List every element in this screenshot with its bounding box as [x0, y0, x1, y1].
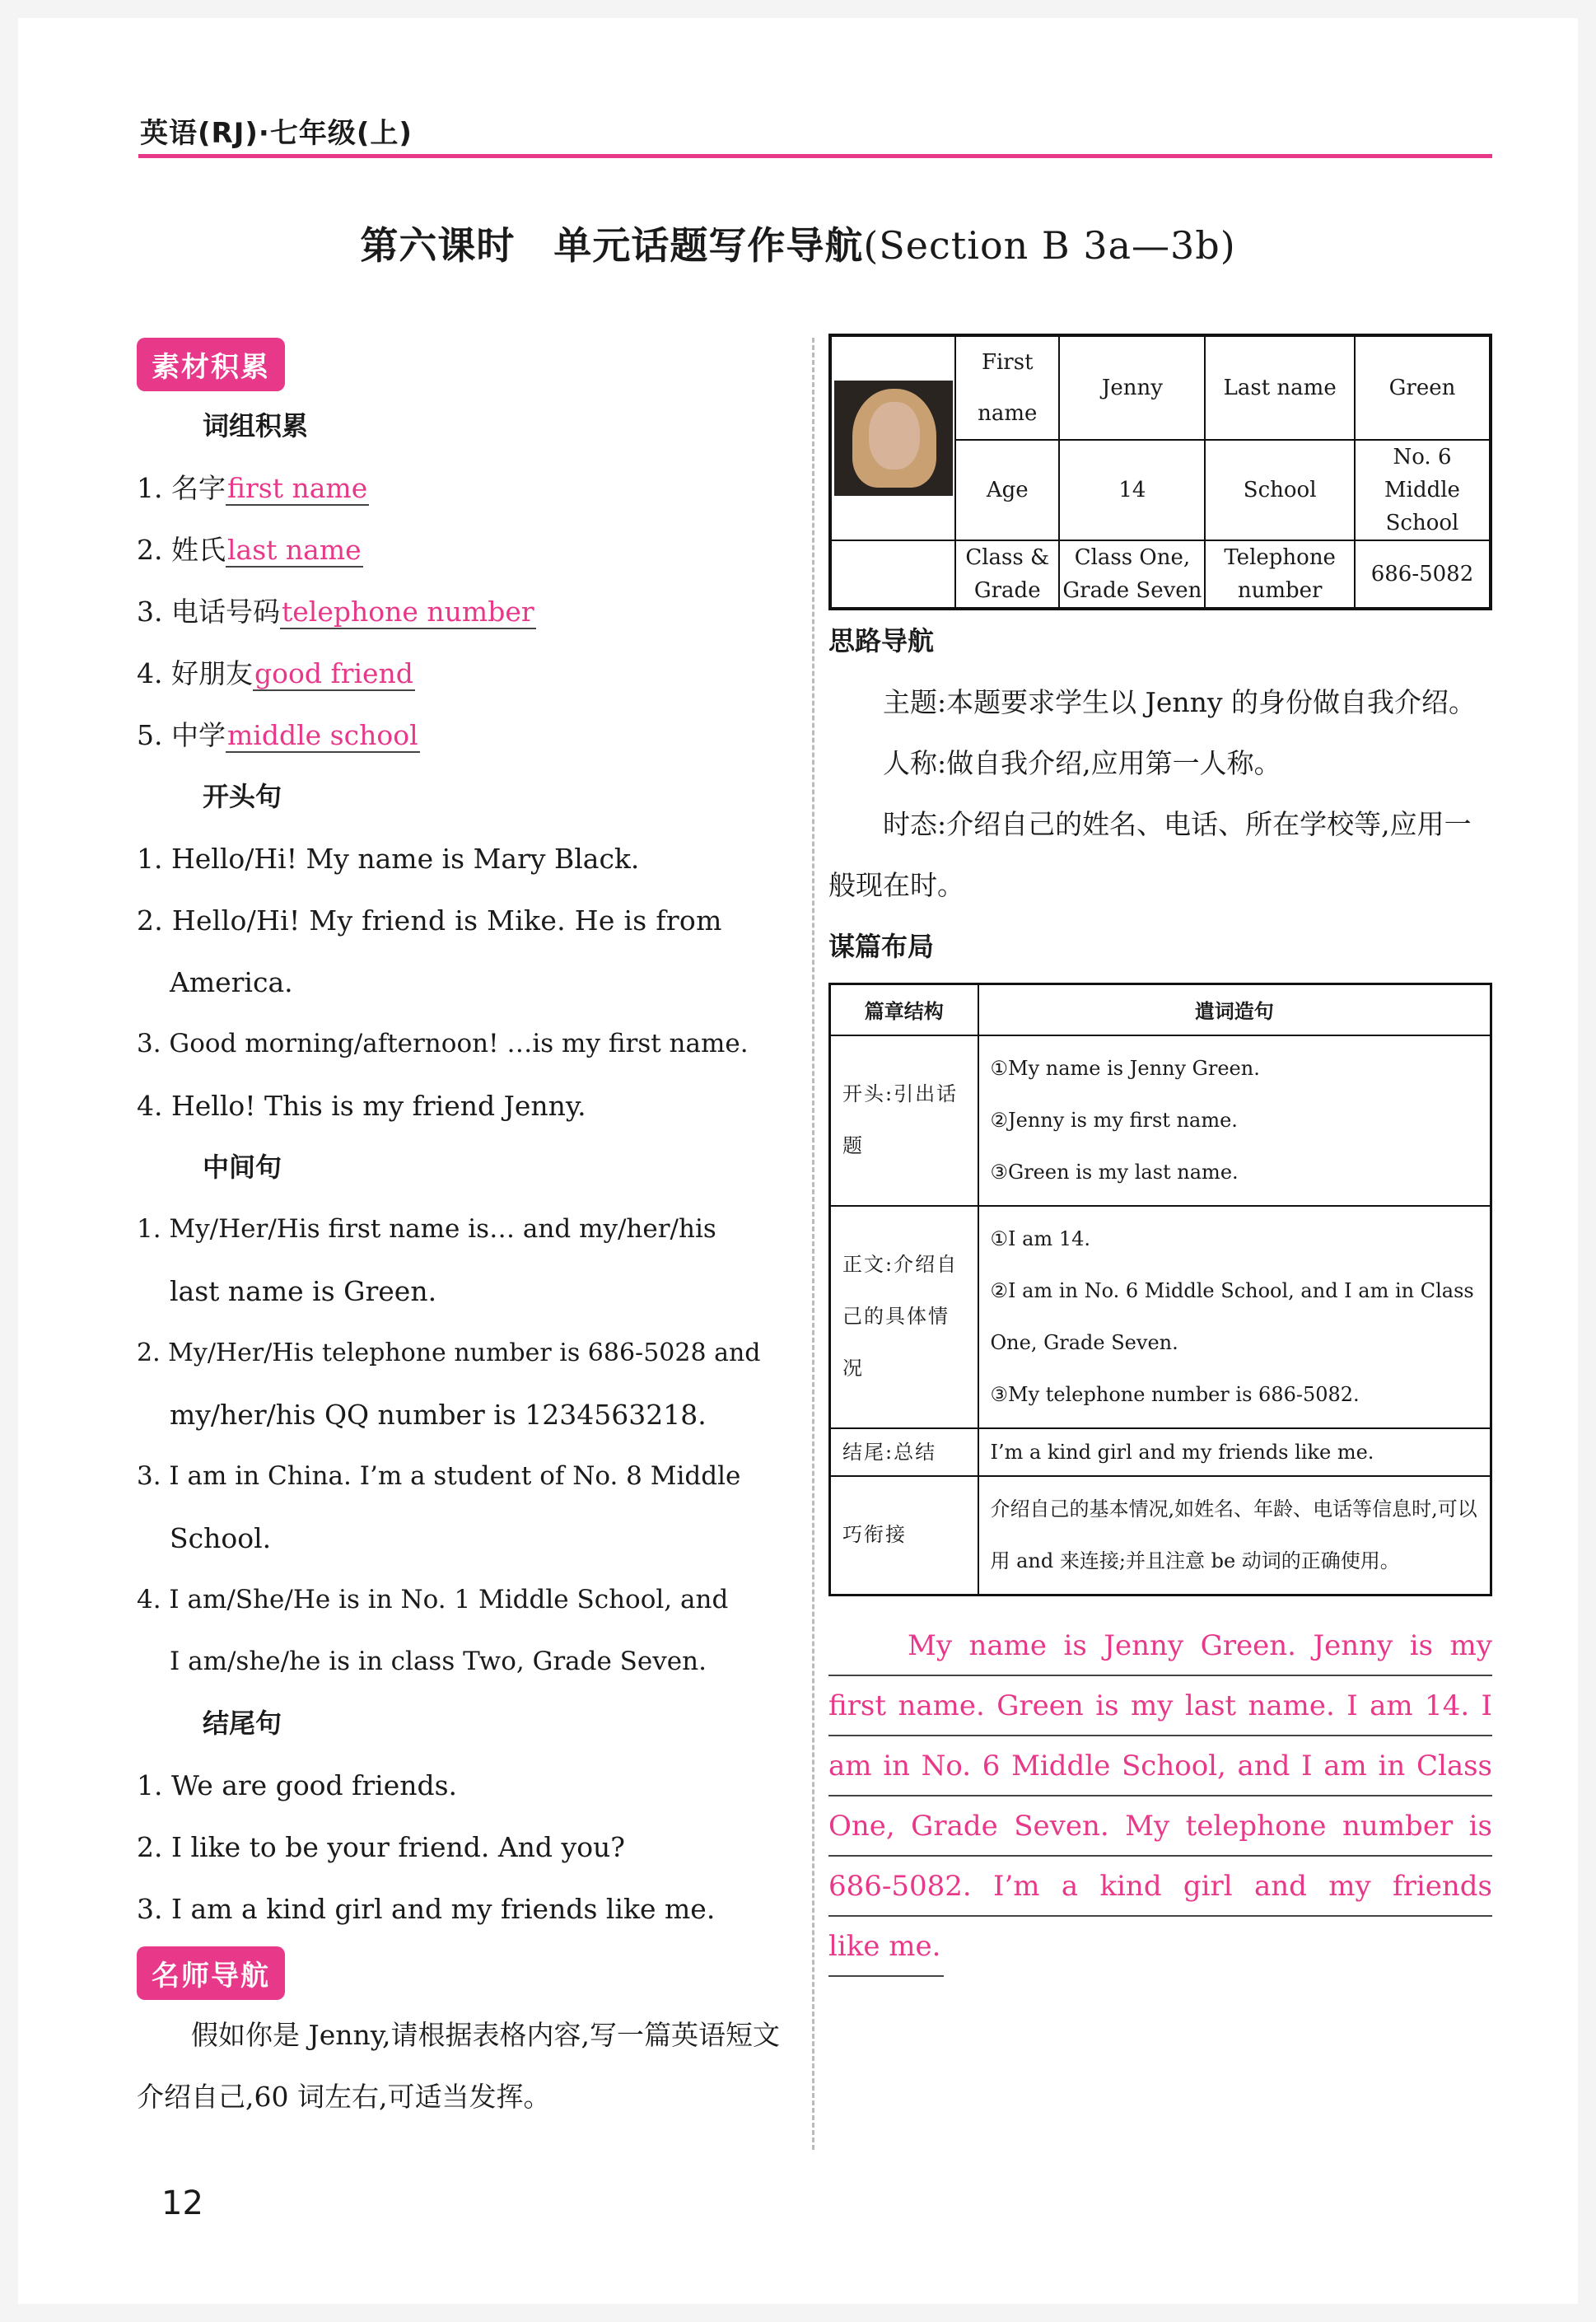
guide-person: 人称:做自我介绍,应用第一人称。 — [883, 747, 1281, 779]
plan-header-structure: 篇章结构 — [830, 984, 978, 1035]
essay-line: My name is Jenny Green. Jenny is my — [828, 1616, 1492, 1676]
plan-label: 结尾:总结 — [830, 1428, 978, 1476]
writing-task: 假如你是 Jenny,请根据表格内容,写一篇英语短文介绍自己,60 词左右,可适当发挥。 — [137, 2019, 780, 2113]
left-column — [137, 338, 804, 2128]
middle-sentence: last name is Green. — [170, 1275, 437, 1307]
guide-tense: 时态:介绍自己的姓名、电话、所在学校等,应用一般现在时。 — [828, 808, 1472, 901]
table-cell: No. 6 Middle School — [1355, 440, 1491, 540]
answer-text: telephone number — [282, 596, 534, 628]
phrase-item: 1. 名字first name — [137, 472, 368, 504]
table-cell: Telephone number — [1205, 540, 1355, 609]
section-tag-teacher-guide: 名师导航 — [137, 1946, 285, 2000]
header-title: 英语(RJ)·七年级(上) — [140, 117, 413, 150]
opening-sentence: America. — [170, 966, 293, 998]
photo-cell-empty — [830, 540, 955, 609]
middle-sentence: 3. I am in China. I’m a student of No. 8 Middle — [137, 1461, 741, 1491]
essay-line: am in No. 6 Middle School, and I am in Class — [828, 1736, 1492, 1796]
plan-sentences: ①I am 14. ②I am in No. 6 Middle School, and I am in Class One, Grade Seven. ③My telephone number is 686-5082. — [978, 1206, 1491, 1428]
opening-sentence: 1. Hello/Hi! My name is Mary Black. — [137, 843, 640, 875]
plan-label: 开头:引出话题 — [830, 1035, 978, 1206]
table-cell: Jenny — [1059, 335, 1205, 440]
phrase-item: 3. 电话号码telephone number — [137, 596, 534, 628]
table-cell: Last name — [1205, 335, 1355, 440]
essay-line: like me. — [828, 1917, 944, 1977]
table-cell: Age — [955, 440, 1059, 540]
phrase-item: 2. 姓氏last name — [137, 534, 362, 566]
table-cell: 686-5082 — [1355, 540, 1491, 609]
plan-table — [828, 983, 1492, 1596]
middle-sentence: my/her/his QQ number is 1234563218. — [170, 1399, 707, 1431]
lesson-title-cn: 第六课时 单元话题写作导航 — [360, 223, 864, 268]
phrases-heading: 词组积累 — [203, 410, 309, 442]
answer-text: good friend — [254, 657, 413, 689]
ending-sentence: 3. I am a kind girl and my friends like me. — [137, 1893, 716, 1925]
table-cell: 14 — [1059, 440, 1205, 540]
essay-line: One, Grade Seven. My telephone number is — [828, 1796, 1492, 1857]
middle-sentence: I am/she/he is in class Two, Grade Seven. — [170, 1647, 707, 1676]
page-header — [138, 107, 1492, 158]
phrase-item: 5. 中学middle school — [137, 719, 418, 751]
lesson-title-en: (Section B 3a—3b) — [863, 223, 1236, 268]
essay-line: 686-5082. I’m a kind girl and my friends — [828, 1857, 1492, 1917]
opening-heading: 开头句 — [203, 781, 282, 812]
plan-sentences: ①My name is Jenny Green. ②Jenny is my first name. ③Green is my last name. — [978, 1035, 1491, 1206]
lesson-title — [0, 216, 1596, 270]
model-essay — [828, 1616, 1492, 1977]
table-cell: School — [1205, 440, 1355, 540]
answer-text: first name — [227, 472, 368, 504]
column-divider — [812, 338, 814, 2150]
info-table — [828, 334, 1492, 610]
right-column — [828, 334, 1492, 1977]
table-cell: Green — [1355, 335, 1491, 440]
table-cell: First name — [955, 335, 1059, 440]
page-number: 12 — [161, 2184, 203, 2222]
plan-sentences: I’m a kind girl and my friends like me. — [978, 1428, 1491, 1476]
ending-sentence: 2. I like to be your friend. And you? — [137, 1831, 626, 1863]
layout-heading: 谋篇布局 — [828, 931, 935, 962]
student-photo — [830, 335, 955, 540]
guide-heading: 思路导航 — [828, 625, 935, 656]
plan-sentences: 介绍自己的基本情况,如姓名、年龄、电话等信息时,可以用 and 来连接;并且注意 be 动词的正确使用。 — [978, 1476, 1491, 1595]
middle-heading: 中间句 — [203, 1152, 282, 1183]
answer-text: middle school — [227, 719, 418, 751]
plan-header-sentences: 遣词造句 — [978, 984, 1491, 1035]
opening-sentence: 3. Good morning/afternoon! …is my first name. — [137, 1029, 749, 1058]
answer-text: last name — [227, 534, 362, 566]
table-cell: Class & Grade — [955, 540, 1059, 609]
ending-heading: 结尾句 — [203, 1708, 282, 1739]
section-tag-materials: 素材积累 — [137, 338, 285, 391]
middle-sentence: 1. My/Her/His first name is… and my/her/his — [137, 1214, 716, 1244]
plan-label: 巧衔接 — [830, 1476, 978, 1595]
middle-sentence: School. — [170, 1522, 272, 1554]
opening-sentence: 2. Hello/Hi! My friend is Mike. He is from — [137, 904, 722, 937]
opening-sentence: 4. Hello! This is my friend Jenny. — [137, 1090, 586, 1122]
phrase-item: 4. 好朋友good friend — [137, 657, 413, 689]
middle-sentence: 4. I am/She/He is in No. 1 Middle School, and — [137, 1585, 729, 1614]
ending-sentence: 1. We are good friends. — [137, 1769, 458, 1801]
table-cell: Class One, Grade Seven — [1059, 540, 1205, 609]
guide-theme: 主题:本题要求学生以 Jenny 的身份做自我介绍。 — [883, 686, 1477, 718]
essay-line: first name. Green is my last name. I am 14. I — [828, 1676, 1492, 1736]
plan-label: 正文:介绍自己的具体情况 — [830, 1206, 978, 1428]
middle-sentence: 2. My/Her/His telephone number is 686-5028 and — [137, 1339, 761, 1367]
